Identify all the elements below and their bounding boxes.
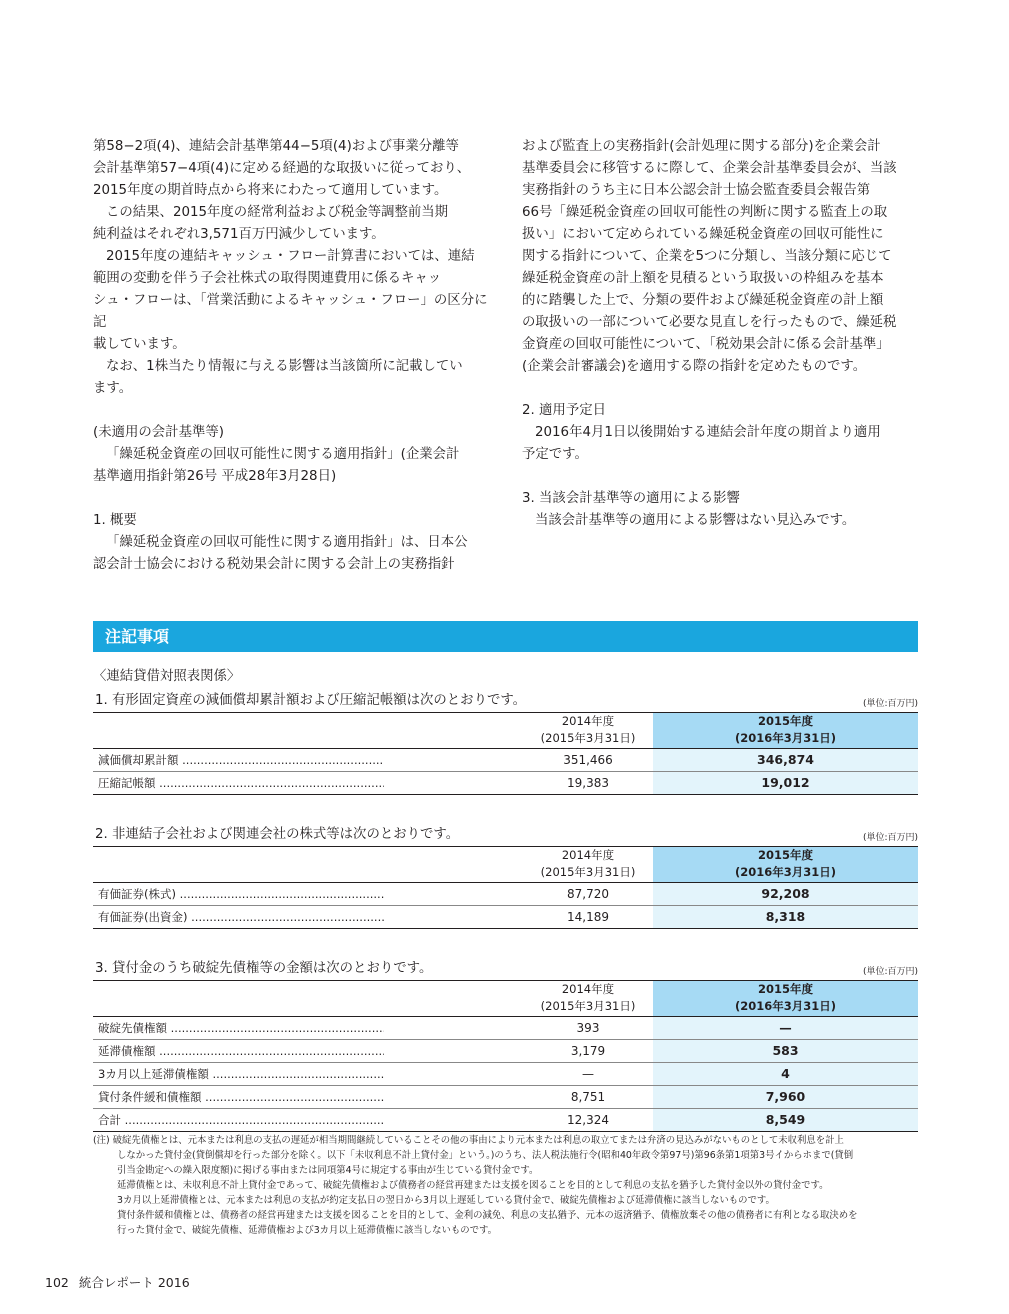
period-end-label: (2015年3月31日) — [540, 865, 636, 879]
fiscal-year-label: 2014年度 — [561, 714, 615, 728]
value-2015-cell — [653, 883, 918, 905]
fiscal-year-label: 2015年度 — [757, 848, 813, 862]
paragraph-gap — [93, 488, 489, 510]
body-line: 金資産の回収可能性について、「税効果会計に係る会計基準」 — [522, 337, 890, 352]
body-line: 範囲の変動を伴う子会社株式の取得関連費用に係るキャッ — [93, 271, 442, 286]
table-row — [93, 906, 918, 929]
value-2014: 3,179 — [570, 1044, 606, 1058]
footnote-line: 行った貸付金で、破綻先債権、延滞債権および3カ月以上延滞債権に該当しないものです。 — [117, 1225, 498, 1236]
value-2015-cell — [653, 906, 918, 928]
body-line: 66号「繰延税金資産の回収可能性の判断に関する監査上の取 — [522, 205, 888, 220]
column-header-2014 — [523, 847, 653, 883]
column-header-2014 — [523, 981, 653, 1017]
value-2015-cell — [653, 1017, 918, 1039]
value-2015: 8,318 — [765, 909, 806, 924]
value-2015-cell — [653, 1086, 918, 1108]
table-row — [93, 1063, 918, 1086]
footnote-line: しなかった貸付金(貸倒償却を行った部分を除く。以下「未収利息不計上貸付金」という。)のうち、法人税法施行令(昭和40年政令第97号)第96条第1項第3号イからホまで(貸倒 — [117, 1150, 854, 1161]
value-2015: 4 — [781, 1066, 790, 1081]
value-2015: 19,012 — [761, 775, 810, 790]
page-number: 102 — [45, 1275, 69, 1290]
value-2014: — — [582, 1067, 594, 1081]
table-section-2 — [93, 826, 918, 929]
table-row — [93, 1040, 918, 1063]
table-caption-row — [93, 692, 918, 713]
table-header-row — [93, 981, 918, 1017]
body-line: 基準委員会に移管するに際して、企業会計基準委員会が、当該 — [522, 161, 897, 176]
paragraph-gap — [522, 378, 918, 400]
unit-label: (単位:百万円) — [862, 833, 918, 843]
value-2015: 8,549 — [765, 1112, 806, 1127]
footnote-line: 引当金勘定への繰入限度額)に掲げる事由または同項第4号に規定する事由が生じている貸付金です。 — [117, 1165, 539, 1176]
footnote-line: 貸付条件緩和債権とは、債務者の経営再建または支援を図ることを目的として、金利の減免、利息の支払猶予、元本の返済猶予、債権放棄その他の債務者に有利となる取決めを — [117, 1210, 858, 1221]
value-2015-cell — [653, 772, 918, 794]
body-line: シュ・フローは、「営業活動によるキャッシュ・フロー」の区分に記 — [93, 293, 488, 330]
value-2015-cell — [653, 1109, 918, 1131]
row-label: 有価証券(出資金) ..... — [98, 908, 384, 926]
fiscal-year-label: 2015年度 — [757, 982, 813, 996]
table-row — [93, 883, 918, 906]
value-2015: 7,960 — [765, 1089, 806, 1104]
body-line: 「繰延税金資産の回収可能性に関する適用指針」は、日本公 — [106, 535, 468, 550]
footnote-line: 延滞債権とは、未収利息不計上貸付金であって、破綻先債権および債務者の経営再建または支援を図ることを目的として利息の支払を猶予した貸付金以外の貸付金です。 — [117, 1180, 829, 1191]
body-line: 認会計士協会における税効果会計に関する会計上の実務指針 — [93, 557, 455, 572]
body-line: 会計基準第57−4項(4)に定める経過的な取扱いに従っており、 — [93, 161, 471, 176]
body-text-left-column — [93, 136, 489, 576]
paragraph-gap — [93, 400, 489, 422]
column-header-2015 — [653, 713, 918, 749]
body-line: 的に踏襲した上で、分類の要件および繰延税金資産の計上額 — [522, 293, 884, 308]
value-2014: 351,466 — [563, 753, 613, 767]
column-header-2014 — [523, 713, 653, 749]
table-section-3 — [93, 960, 918, 1132]
body-line: 関する指針について、企業を5つに分類し、当該分類に応じて — [522, 249, 892, 264]
value-2014: 393 — [576, 1021, 600, 1035]
body-line: なお、1株当たり情報に与える影響は当該箇所に記載してい — [106, 359, 463, 374]
unit-label: (単位:百万円) — [862, 699, 918, 709]
value-2014: 12,324 — [567, 1113, 609, 1127]
body-line: 繰延税金資産の計上額を見積るという取扱いの枠組みを基本 — [522, 271, 884, 286]
fiscal-year-label: 2014年度 — [561, 848, 615, 862]
row-label: 3カ月以上延滞債権額 ..... — [98, 1065, 384, 1083]
value-2015: — — [779, 1020, 792, 1035]
row-label: 延滞債権額 ..... — [98, 1042, 384, 1060]
table-title: 1. 有形固定資産の減価償却累計額および圧縮記帳額は次のとおりです。 — [95, 693, 527, 708]
row-label: 合計 ..... — [98, 1111, 384, 1129]
value-2014: 19,383 — [567, 776, 609, 790]
body-line: 基準適用指針第26号 平成28年3月28日) — [93, 469, 337, 484]
table-row — [93, 1017, 918, 1040]
body-line: 扱い」において定められている繰延税金資産の回収可能性に — [522, 227, 884, 242]
row-label: 減価償却累計額 ..... — [98, 751, 384, 769]
fiscal-year-label: 2014年度 — [561, 982, 615, 996]
period-end-label: (2016年3月31日) — [734, 999, 837, 1013]
table-caption-row — [93, 826, 918, 847]
table-caption-row — [93, 960, 918, 981]
body-line: 3. 当該会計基準等の適用による影響 — [522, 491, 740, 506]
table-row — [93, 772, 918, 795]
body-line: 予定です。 — [522, 447, 588, 462]
value-2014: 14,189 — [567, 910, 609, 924]
unit-label: (単位:百万円) — [862, 967, 918, 977]
table-section-1 — [93, 692, 918, 795]
report-title: 統合レポート 2016 — [78, 1275, 190, 1290]
table-title: 2. 非連結子会社および関連会社の株式等は次のとおりです。 — [95, 827, 460, 842]
body-line: の取扱いの一部について必要な見直しを行ったもので、繰延税 — [522, 315, 897, 330]
body-line: 2016年4月1日以後開始する連結会計年度の期首より適用 — [535, 425, 881, 440]
page-footer — [45, 1273, 200, 1291]
footnote-line: (注) 破綻先債権とは、元本または利息の支払の遅延が相当期間継続していることその他の事由により元本または利息の取立てまたは弁済の見込みがないものとして未収利息を計上 — [93, 1135, 844, 1146]
paragraph-gap — [522, 466, 918, 488]
footnote-line: 3カ月以上延滞債権とは、元本または利息の支払が約定支払日の翌日から3月以上遅延している貸付金で、破綻先債権および延滞債権に該当しないものです。 — [117, 1195, 775, 1206]
period-end-label: (2015年3月31日) — [540, 999, 636, 1013]
body-text-right-column — [522, 136, 918, 532]
row-label: 破綻先債権額 ..... — [98, 1019, 384, 1037]
body-line: (未適用の会計基準等) — [93, 425, 224, 440]
row-label: 貸付条件緩和債権額 ..... — [98, 1088, 384, 1106]
body-line: 2. 適用予定日 — [522, 403, 606, 418]
body-line: 第58−2項(4)、連結会計基準第44−5項(4)および事業分離等 — [93, 139, 459, 154]
table-row — [93, 1109, 918, 1132]
body-line: 純利益はそれぞれ3,571百万円減少しています。 — [93, 227, 385, 242]
value-2015-cell — [653, 1063, 918, 1085]
body-line: この結果、2015年度の経常利益および税金等調整前当期 — [106, 205, 449, 220]
body-line: 当該会計基準等の適用による影響はない見込みです。 — [535, 513, 856, 528]
table-title: 3. 貸付金のうち破綻先債権等の金額は次のとおりです。 — [95, 961, 433, 976]
period-end-label: (2015年3月31日) — [540, 731, 636, 745]
table-row — [93, 749, 918, 772]
fiscal-year-label: 2015年度 — [757, 714, 813, 728]
body-line: (企業会計審議会)を適用する際の指針を定めたものです。 — [522, 359, 867, 374]
column-header-2015 — [653, 981, 918, 1017]
value-2015-cell — [653, 1040, 918, 1062]
body-line: 「繰延税金資産の回収可能性に関する適用指針」(企業会計 — [106, 447, 460, 462]
footnotes — [93, 1133, 923, 1238]
value-2015: 583 — [772, 1043, 799, 1058]
table-header-row — [93, 847, 918, 883]
value-2014: 87,720 — [567, 887, 609, 901]
value-2015: 346,874 — [757, 752, 814, 767]
row-label: 圧縮記帳額 ..... — [98, 774, 384, 792]
body-line: 2015年度の連結キャッシュ・フロー計算書においては、連結 — [106, 249, 475, 264]
notes-section-header: 注記事項 — [93, 621, 918, 652]
body-line: 載しています。 — [93, 337, 186, 352]
value-2014: 8,751 — [570, 1090, 606, 1104]
period-end-label: (2016年3月31日) — [734, 865, 837, 879]
body-line: 2015年度の期首時点から将来にわたって適用しています。 — [93, 183, 448, 198]
body-line: および監査上の実務指針(会計処理に関する部分)を企業会計 — [522, 139, 881, 154]
table-header-row — [93, 713, 918, 749]
row-label: 有価証券(株式) ..... — [98, 885, 384, 903]
body-line: ます。 — [93, 381, 133, 396]
column-header-2015 — [653, 847, 918, 883]
value-2015-cell — [653, 749, 918, 771]
balance-sheet-subheading: 〈連結貸借対照表関係〉 — [93, 669, 241, 684]
body-line: 1. 概要 — [93, 513, 137, 528]
value-2015: 92,208 — [761, 886, 810, 901]
table-row — [93, 1086, 918, 1109]
period-end-label: (2016年3月31日) — [734, 731, 837, 745]
body-line: 実務指針のうち主に日本公認会計士協会監査委員会報告第 — [522, 183, 871, 198]
